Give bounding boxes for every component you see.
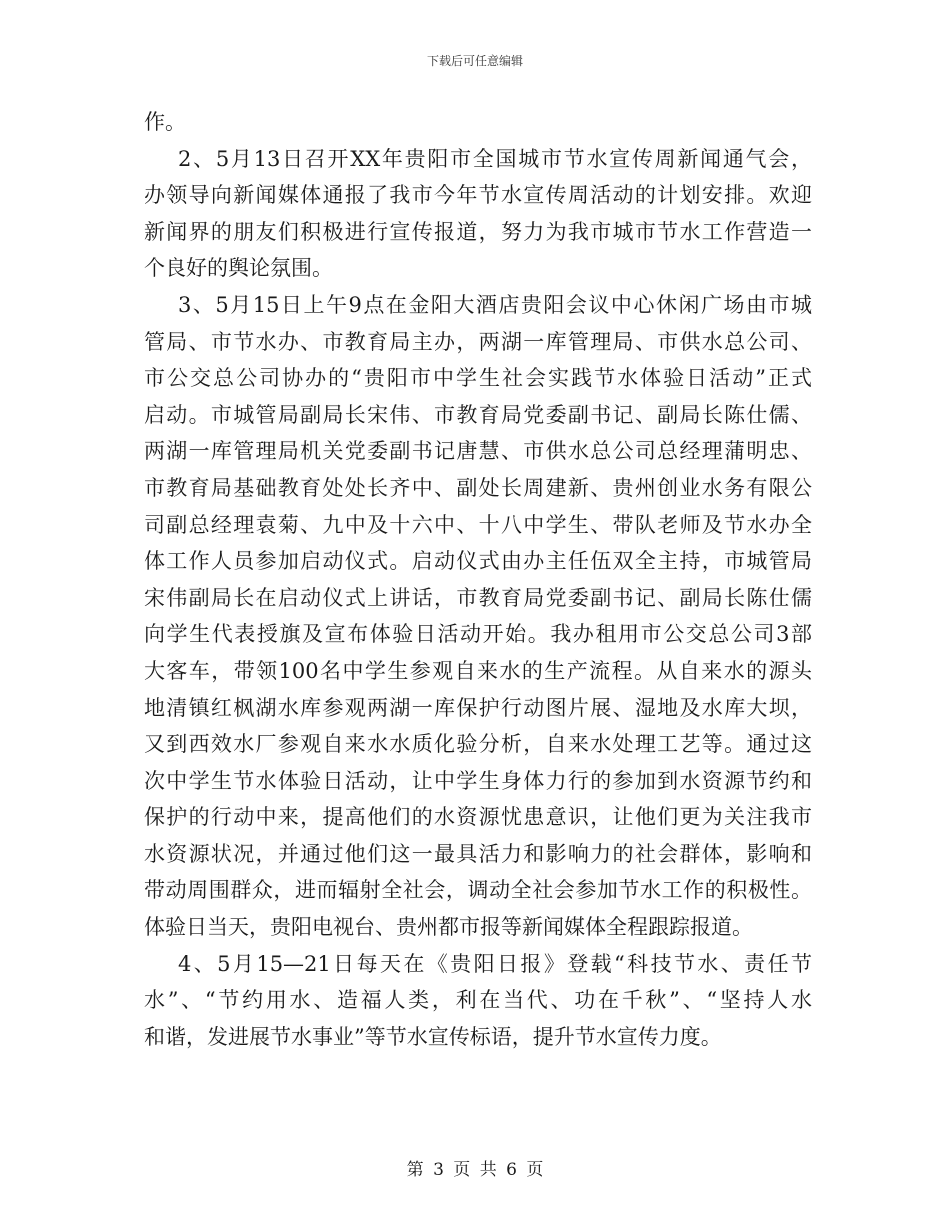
text-line: 启动。市城管局副局长宋伟、市教育局党委副书记、副局长陈仕儒、 [144, 402, 812, 427]
text-line: 司副总经理袁菊、九中及十六中、十八中学生、带队老师及节水办全 [144, 512, 812, 537]
text-line: 和谐，发进展节水事业”等节水宣传标语，提升节水宣传力度。 [144, 1024, 722, 1049]
text-line: 带动周围群众，进而辐射全社会，调动全社会参加节水工作的积极性。 [144, 878, 812, 903]
text-line: 办领导向新闻媒体通报了我市今年节水宣传周活动的计划安排。欢迎 [144, 183, 812, 208]
text-line: 体工作人员参加启动仪式。启动仪式由办主任伍双全主持，市城管局 [144, 549, 812, 574]
text-line: 4、5月15—21日每天在《贵阳日报》登载“科技节水、责任节 [178, 951, 812, 976]
text-line: 两湖一库管理局机关党委副书记唐慧、市供水总公司总经理蒲明忠、 [144, 439, 812, 464]
text-line: 次中学生节水体验日活动，让中学生身体力行的参加到水资源节约和 [144, 768, 812, 793]
text-line: 大客车，带领100名中学生参观自来水的生产流程。从自来水的源头 [144, 658, 812, 683]
text-line: 向学生代表授旗及宣布体验日活动开始。我办租用市公交总公司3部 [144, 622, 812, 647]
text-line: 地清镇红枫湖水库参观两湖一库保护行动图片展、湿地及水库大坝， [144, 695, 812, 720]
paragraph-item-3 [144, 287, 812, 946]
text-line: 管局、市节水办、市教育局主办，两湖一库管理局、市供水总公司、 [144, 329, 812, 354]
text-line: 又到西效水厂参观自来水水质化验分析，自来水处理工艺等。通过这 [144, 732, 812, 757]
page-header: 下载后可任意编辑 [426, 54, 523, 68]
text-line: 水”、“节约用水、造福人类，利在当代、功在千秋”、“坚持人水 [144, 988, 812, 1013]
text-line: 新闻界的朋友们积极进行宣传报道，努力为我市城市节水工作营造一 [144, 219, 812, 244]
paragraph-item-2 [144, 141, 812, 287]
text-line: 3、5月15日上午9点在金阳大酒店贵阳会议中心休闲广场由市城 [178, 292, 812, 317]
text-line: 市教育局基础教育处处长齐中、副处长周建新、贵州创业水务有限公 [144, 475, 812, 500]
text-line: 市公交总公司协办的“贵阳市中学生社会实践节水体验日活动”正式 [144, 366, 812, 391]
text-line: 作。 [144, 110, 186, 134]
page-number-footer: 第 3 页 共 6 页 [406, 1160, 544, 1180]
document-body [144, 104, 812, 1055]
text-line: 水资源状况，并通过他们这一最具活力和影响力的社会群体，影响和 [144, 841, 812, 866]
text-line: 保护的行动中来，提高他们的水资源忧患意识，让他们更为关注我市 [144, 805, 812, 830]
text-line: 个良好的舆论氛围。 [144, 256, 333, 281]
text-line: 2、5月13日召开XX年贵阳市全国城市节水宣传周新闻通气会， [178, 146, 812, 171]
text-line: 宋伟副局长在启动仪式上讲话，市教育局党委副书记、副局长陈仕儒 [144, 585, 812, 610]
paragraph-continuation [144, 104, 812, 141]
paragraph-item-4 [144, 946, 812, 1056]
text-line: 体验日当天，贵阳电视台、贵州都市报等新闻媒体全程跟踪报道。 [144, 915, 753, 940]
